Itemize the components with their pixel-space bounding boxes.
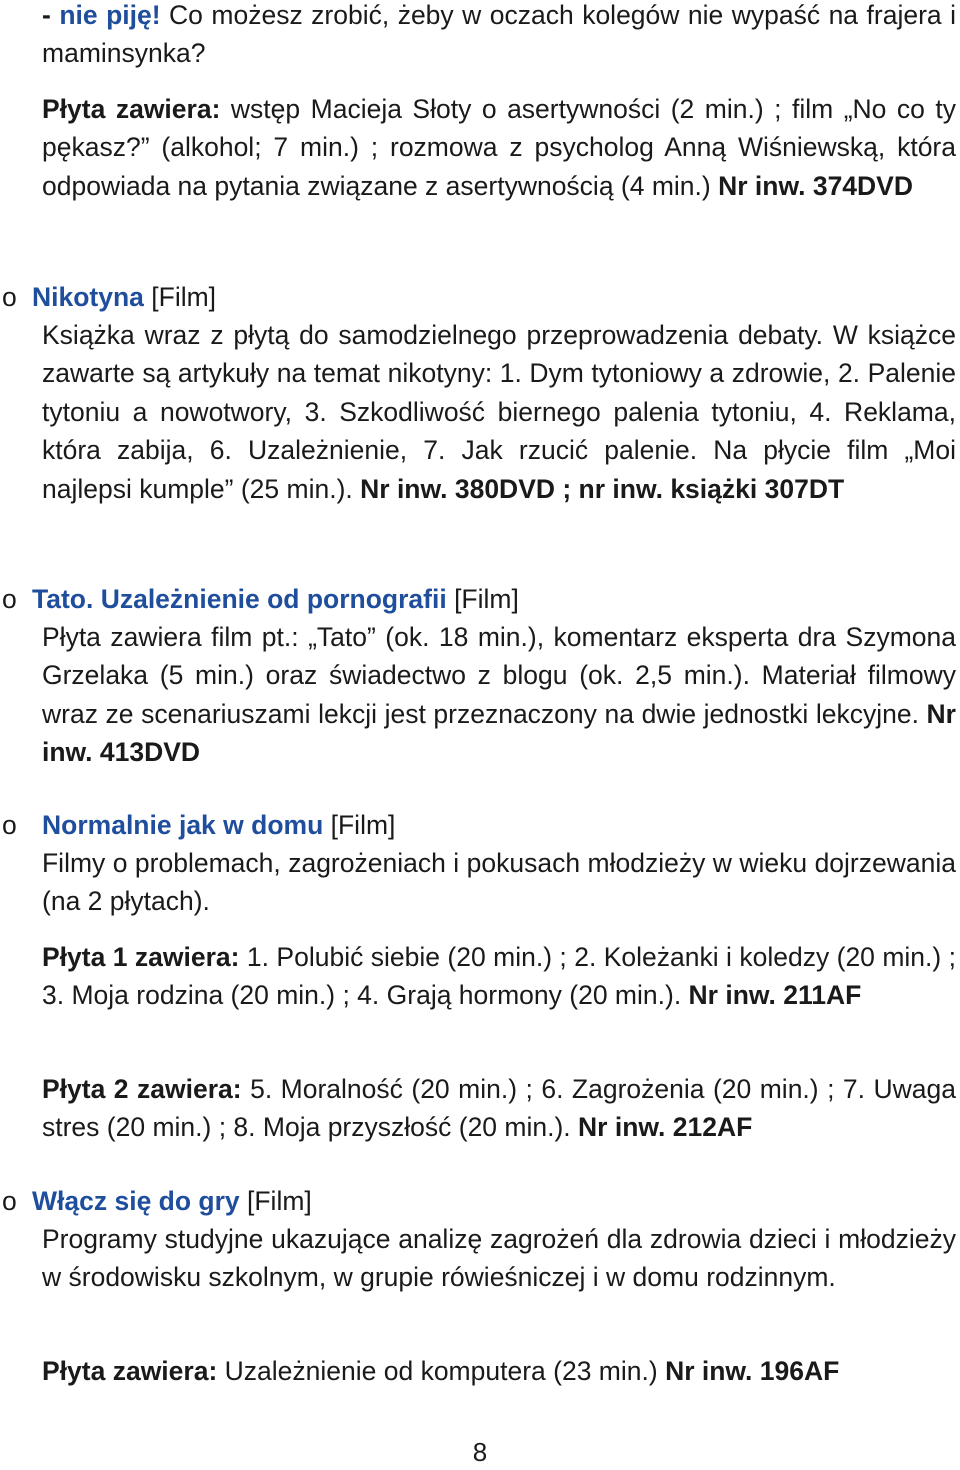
item-title-wlacz: Włącz się do gry [32,1186,240,1216]
disc-2-label: Płyta 2 zawiera: [42,1074,242,1104]
item-contents-text: Uzależnienie od komputera (23 min.) [217,1356,666,1386]
disc-1-contents [42,938,956,1015]
bullet-marker: o [2,584,17,614]
disc-2-contents [42,1070,956,1147]
item-tag: [Film] [446,584,519,614]
bullet-marker: o [2,1186,17,1216]
item-heading [32,278,216,316]
disc-1-inventory-number: Nr inw. 211AF [688,980,862,1011]
intro-contents [42,90,956,205]
item-heading [32,1182,312,1220]
intro-paragraph [42,0,956,73]
item-title-tato: Tato. Uzależnienie od pornografii [32,584,447,614]
intro-contents-label: Płyta zawiera: [42,94,221,124]
item-description-text: Płyta zawiera film pt.: „Tato” (ok. 18 min.), komentarz eksperta dra Szymona Grzelaka (5 min.) oraz świadectwo z blogu (ok. 2,5 min.). Materiał filmowy wraz ze scenariuszami lekcji jest przeznaczony na dwie jednostki lekcyjne. [42,622,956,729]
item-tag: [Film] [239,1186,312,1216]
item-inventory-number: Nr inw. 196AF [665,1356,840,1386]
item-description: Programy studyjne ukazujące analizę zagrożeń dla zdrowia dzieci i młodzieży w środowisku szkolnym, w grupie rówieśniczej i w domu rodzinnym. [42,1224,956,1293]
intro-inventory-number: Nr inw. 374DVD [718,170,913,201]
item-tag: [Film] [143,282,217,312]
item-tag: [Film] [323,810,396,840]
disc-1-label: Płyta 1 zawiera: [42,942,240,972]
intro-title-fragment: nie piję! [59,0,161,30]
item-title-normalnie: Normalnie jak w domu [42,810,324,840]
intro-dash: - [42,0,60,30]
item-contents-label: Płyta zawiera: [42,1356,218,1386]
item-heading [32,580,519,618]
item-contents [42,1352,956,1390]
item-description [42,618,956,772]
item-description [42,316,956,508]
disc-2-text: 5. Moralność (20 min.) ; 6. Zagrożenia (20 min.) ; 7. Uwaga stres (20 min.) ; 8. Moja przyszłość (20 min.). [42,1074,956,1143]
item-inventory-number: Nr inw. 413DVD [42,698,956,768]
item-description: Filmy o problemach, zagrożeniach i pokusach młodzieży w wieku dojrzewania (na 2 płytach). [42,848,956,917]
intro-contents-text: wstęp Macieja Słoty o asertywności (2 min.) ; film „No co ty pękasz?” (alkohol; 7 min.) ; rozmowa z psycholog Anną Wiśniewską, która odpowiada na pytania związane z asertywnością (4 min.) [42,94,956,201]
disc-1-text: 1. Polubić siebie (20 min.) ; 2. Koleżanki i koledzy (20 min.) ; 3. Moja rodzina (20 min.) ; 4. Grają hormony (20 min.). [42,942,957,1011]
item-title-nikotyna: Nikotyna [32,282,144,312]
page-number: 8 [472,1437,488,1467]
disc-2-inventory-number: Nr inw. 212AF [578,1112,753,1143]
intro-text: Co możesz zrobić, żeby w oczach kolegów nie wypaść na frajera i maminsynka? [42,0,957,69]
item-inventory-number: Nr inw. 380DVD ; nr inw. książki 307DT [360,473,845,504]
bullet-marker: o [2,282,17,312]
bullet-marker: o [2,810,17,840]
item-description-text: Książka wraz z płytą do samodzielnego przeprowadzenia debaty. W książce zawarte są artykuły na temat nikotyny: 1. Dym tytoniowy a zdrowie, 2. Palenie tytoniu a nowotwory, 3. Szkodliwość biernego palenia tytoniu, 4. Reklama, która zabija, 6. Uzależnienie, 7. Jak rzucić palenie. Na płycie film „Moi najlepsi kumple” (25 min.). [42,320,956,504]
item-heading [42,806,395,844]
